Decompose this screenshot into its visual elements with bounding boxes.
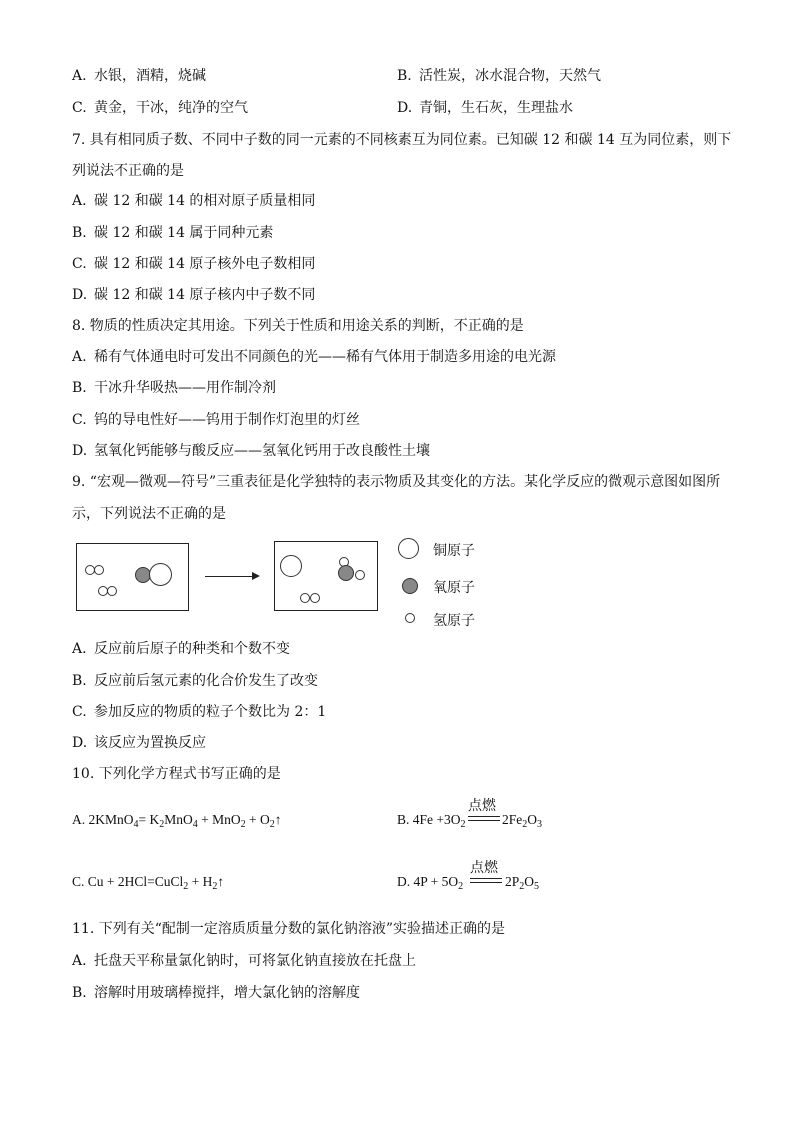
q10-equation-b-right: $2Fe_2O_3$ [502, 812, 542, 830]
q10-stem: 10. 下列化学方程式书写正确的是 [72, 766, 281, 782]
q10-equation-d-condition: 点燃 [470, 860, 498, 876]
q8-stem: 8. 物质的性质决定其用途。下列关于性质和用途关系的判断，不正确的是 [72, 318, 524, 334]
q7-stem-line2: 列说法不正确的是 [72, 163, 184, 179]
q7-option-d: D. 碳 12 和碳 14 原子核内中子数不同 [72, 287, 316, 303]
q9-option-b: B. 反应前后氢元素的化合价发生了改变 [72, 673, 318, 689]
reactants-box [76, 543, 189, 611]
q8-option-a: A. 稀有气体通电时可发出不同颜色的光——稀有气体用于制造多用途的电光源 [72, 349, 556, 365]
q6-option-c: C. 黄金，干冰，纯净的空气 [72, 100, 248, 116]
q7-option-b: B. 碳 12 和碳 14 属于同种元素 [72, 225, 274, 241]
q11-stem: 11. 下列有关“配制一定溶质质量分数的氯化钠溶液”实验描述正确的是 [72, 921, 506, 937]
q10-equation-b-equals [468, 816, 500, 821]
q8-option-d: D. 氢氧化钙能够与酸反应——氢氧化钙用于改良酸性土壤 [72, 443, 430, 459]
hydrogen-atom [300, 593, 310, 603]
oxygen-atom [338, 565, 354, 581]
oxygen-atom-legend-label: 氧原子 [433, 580, 475, 596]
q11-option-a: A. 托盘天平称量氯化钠时，可将氯化钠直接放在托盘上 [72, 953, 416, 969]
q9-option-d: D. 该反应为置换反应 [72, 735, 206, 751]
q8-option-b: B. 干冰升华吸热——用作制冷剂 [72, 380, 276, 396]
q10-equation-b-condition: 点燃 [468, 798, 496, 814]
reaction-arrow [205, 576, 258, 577]
q6-option-a: A. 水银，酒精，烧碱 [72, 68, 206, 84]
q7-option-c: C. 碳 12 和碳 14 原子核外电子数相同 [72, 256, 316, 272]
q6-option-b: B. 活性炭，冰水混合物，天然气 [397, 68, 601, 84]
oxygen-atom-legend-icon [402, 578, 418, 594]
q11-option-b: B. 溶解时用玻璃棒搅拌，增大氯化钠的溶解度 [72, 985, 360, 1001]
q10-equation-d-equals [470, 878, 502, 883]
hydrogen-atom [310, 593, 320, 603]
q9-option-a: A. 反应前后原子的种类和个数不变 [72, 641, 290, 657]
q7-option-a: A. 碳 12 和碳 14 的相对原子质量相同 [72, 193, 316, 209]
hydrogen-atom-legend-icon [405, 613, 415, 623]
q10-equation-b-left: B. $4Fe +3O_2$ [397, 812, 466, 830]
hydrogen-atom-legend-label: 氢原子 [433, 613, 475, 629]
q9-stem-line1: 9. “宏观—微观—符号”三重表征是化学独特的表示物质及其变化的方法。某化学反应的微观示意图如图所 [72, 474, 721, 490]
q9-option-c: C. 参加反应的物质的粒子个数比为 2：1 [72, 704, 327, 720]
q9-stem-line2: 示，下列说法不正确的是 [72, 506, 226, 522]
q10-equation-d-right: $2P_2O_5$ [505, 874, 540, 892]
hydrogen-atom [355, 570, 365, 580]
hydrogen-atom [107, 586, 117, 596]
q8-option-c: C. 钨的导电性好——钨用于制作灯泡里的灯丝 [72, 412, 360, 428]
copper-atom-legend-icon [398, 538, 419, 559]
q7-stem-line1: 7. 具有相同质子数、不同中子数的同一元素的不同核素互为同位素。已知碳 12 和碳 14 互为同位素，则下 [72, 132, 732, 148]
copper-atom [280, 555, 302, 577]
q6-option-d: D. 青铜，生石灰，生理盐水 [397, 100, 573, 116]
q10-equation-c: C. Cu + 2HCl=CuCl$_2$ + $H_2↑$ [72, 874, 225, 892]
q10-equation-d-left: D. $4P + 5O_2$ [397, 874, 464, 892]
copper-atom [149, 563, 172, 586]
hydrogen-atom [94, 565, 104, 575]
copper-atom-legend-label: 铜原子 [433, 543, 475, 559]
q10-equation-a: A. 2KMnO$_4$= $K_2MnO_4 + MnO_2$ + $O_2↑$ [72, 812, 282, 830]
